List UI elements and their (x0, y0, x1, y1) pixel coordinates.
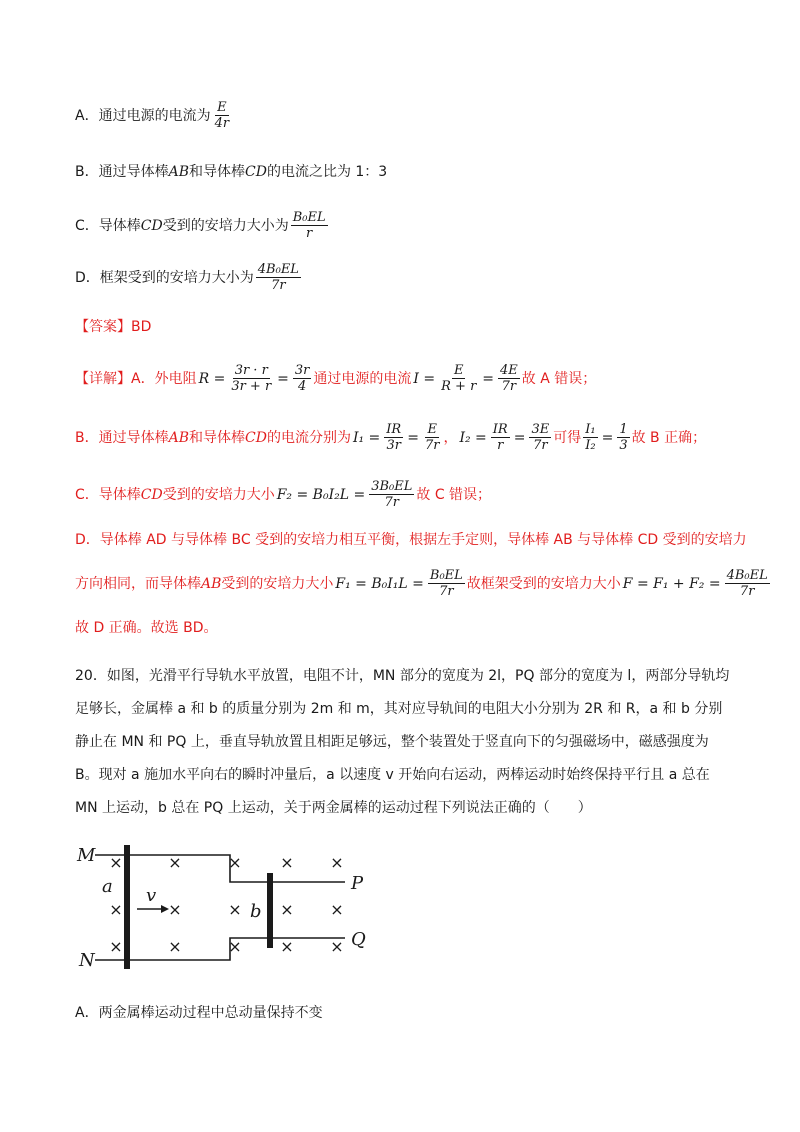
field-mark: × (280, 937, 294, 956)
label-v: v (146, 885, 157, 906)
explain-line-2 (75, 422, 706, 453)
frac-numerator: IR (492, 422, 508, 437)
frac-numerator: 1 (619, 422, 628, 437)
equals-sign: = (513, 429, 526, 446)
label-n: N (79, 950, 95, 971)
explain-ke: 可得 (553, 429, 582, 446)
rod-cd: CD (140, 217, 163, 234)
question-20: 20．如图，光滑平行导轨水平放置，电阻不计，MN 部分的宽度为 2l，PQ 部分的宽度为 l，两部分导轨均足够长，金属棒 a 和 b 的质量分别为 2m 和 m，其对应导轨间的电阻大小分别为 2R 和 R，a 和 b 分别静止在 MN 和 PQ 上，垂直导轨放置且相距足够远，整个装置处于竖直向下的匀强磁场中，磁感强度为 B。现对 a 施加水平向右的瞬时冲量后，a 以速度 v 开始向右运动，两棒运动时始终保持平行且 a 总在 MN 上运动，b 总在 PQ 上运动，关于两金属棒的运动过程下列说法正确的（ ） (75, 668, 730, 816)
frac-denominator: 3r (386, 438, 401, 453)
rod-b (267, 873, 273, 948)
explain-end: 故 C 错误； (416, 486, 492, 503)
explain-d2-mid: 受到的安培力大小 (221, 575, 334, 592)
frac-denominator: 7r (439, 584, 454, 599)
explain-d2-pre: 方向相同，而导体棒 (75, 575, 201, 592)
frac-numerator: B₀EL (429, 568, 463, 583)
field-mark: × (330, 900, 344, 919)
equals-sign: = (407, 429, 419, 446)
frac-numerator: 4B₀EL (726, 568, 768, 583)
equals-sign: = (601, 429, 614, 446)
fraction (491, 422, 510, 453)
fraction (617, 422, 629, 453)
option-d-text: D．框架受到的安培力大小为 (75, 269, 254, 286)
option-c (75, 210, 330, 241)
frac-denominator: I₂ (585, 438, 596, 453)
formula-i1: I₁ = (352, 429, 381, 446)
option-c-pre: C．导体棒 (75, 217, 141, 234)
field-mark: × (330, 853, 344, 872)
frac-numerator: B₀EL (292, 210, 326, 225)
rod-cd: CD (245, 429, 267, 446)
frac-denominator: 4r (214, 116, 230, 131)
option-b (75, 162, 387, 182)
frac-denominator: 3 (619, 438, 628, 453)
option-c-fraction (291, 210, 328, 241)
frac-numerator: 4E (500, 363, 518, 378)
formula-f1: F₁ = B₀I₁L = (335, 575, 424, 592)
q20-option-a-text: A．两金属棒运动过程中总动量保持不变 (75, 1005, 323, 1021)
fraction (498, 363, 520, 394)
fraction (384, 422, 403, 453)
explain-line-5 (75, 568, 772, 599)
formula-f2: F₂ = B₀I₂L = (276, 486, 366, 503)
field-mark: × (168, 900, 182, 919)
frac-denominator: 7r (501, 379, 517, 394)
frac-numerator: E (427, 422, 437, 437)
field-mark: × (109, 853, 123, 872)
field-mark: × (228, 937, 242, 956)
option-b-post: 的电流之比为 1：3 (266, 164, 388, 180)
rod-cd: CD (140, 486, 163, 503)
rod-ab: AB (201, 575, 222, 592)
frac-numerator: I₁ (585, 422, 596, 437)
explain-line-1 (75, 363, 596, 394)
option-d-fraction (256, 262, 301, 293)
fraction (529, 422, 551, 453)
comma: ， (443, 429, 458, 446)
explain-end: 故 B 正确； (631, 429, 707, 446)
frac-denominator: 4 (298, 379, 307, 394)
frac-denominator: 7r (533, 438, 548, 453)
option-b-pre: B．通过导体棒 (75, 164, 169, 180)
label-a: a (102, 876, 113, 897)
explain-line-3 (75, 479, 491, 510)
fraction (293, 363, 312, 394)
option-a (75, 100, 233, 131)
explain-b-mid: 和导体棒 (189, 429, 246, 446)
formula-i2: I₂ = (459, 429, 487, 446)
frac-denominator: 7r (424, 438, 440, 453)
q20-option-a (75, 1003, 323, 1023)
field-mark: × (109, 937, 123, 956)
label-q: Q (351, 929, 366, 950)
explain-mid: 通过电源的电流 (313, 370, 412, 387)
rod-cd: CD (245, 164, 267, 180)
field-mark: × (280, 900, 294, 919)
explain-line-6 (75, 618, 218, 638)
explain-conclusion: 故 D 正确。故选 BD。 (75, 620, 218, 636)
frac-denominator: R + r (441, 379, 477, 394)
rod-ab: AB (168, 164, 190, 180)
label-m: M (77, 845, 96, 866)
frac-numerator: 3r (294, 363, 310, 378)
answer-line (75, 317, 151, 337)
frac-denominator: 7r (271, 278, 286, 293)
label-p: P (351, 873, 364, 894)
explain-b-mid2: 的电流分别为 (266, 429, 351, 446)
frac-denominator: 7r (739, 584, 755, 599)
fraction (428, 568, 465, 599)
option-a-fraction (213, 100, 232, 131)
fraction (423, 422, 442, 453)
frac-numerator: E (217, 100, 227, 115)
fraction (229, 363, 273, 394)
fraction (583, 422, 597, 453)
rail-n (95, 938, 345, 960)
formula-f: F = F₁ + F₂ = (622, 575, 721, 592)
option-d (75, 262, 303, 293)
frac-denominator: r (306, 226, 313, 241)
field-mark: × (330, 937, 344, 956)
frac-denominator: 3r + r (231, 379, 272, 394)
frac-numerator: E (453, 363, 464, 378)
option-c-post: 受到的安培力大小为 (162, 217, 289, 234)
formula-r: R = (198, 370, 226, 387)
fraction (369, 479, 414, 510)
explain-a-pre: A．外电阻 (131, 370, 197, 387)
rail-diagram (75, 835, 395, 975)
equals-sign: = (482, 370, 495, 387)
explain-b-pre: B．通过导体棒 (75, 429, 169, 446)
frac-numerator: IR (386, 422, 402, 437)
option-b-mid: 和导体棒 (189, 164, 246, 180)
explain-c-pre: C．导体棒 (75, 486, 141, 503)
explain-line-4 (75, 530, 747, 550)
frac-denominator: r (497, 438, 504, 453)
rod-ab: AB (168, 429, 190, 446)
explain-d-text: D．导体棒 AD 与导体棒 BC 受到的安培力相互平衡，根据左手定则，导体棒 AB 与导体棒 CD 受到的安培力 (75, 532, 747, 548)
frac-numerator: 3E (531, 422, 550, 437)
fraction (439, 363, 478, 394)
field-mark: × (228, 900, 242, 919)
label-b: b (250, 901, 262, 922)
explain-d2-mid2: 故框架受到的安培力大小 (466, 575, 621, 592)
explain-tag: 【详解】 (75, 370, 131, 387)
equals-sign: = (277, 370, 289, 387)
explain-c-mid: 受到的安培力大小 (162, 486, 275, 503)
option-a-text: A．通过电源的电流为 (75, 107, 211, 124)
field-mark: × (280, 853, 294, 872)
formula-i: I = (413, 370, 436, 387)
rod-a (124, 845, 130, 969)
field-mark: × (228, 853, 242, 872)
answer-label: 【答案】BD (75, 319, 152, 335)
rail-m (95, 855, 345, 882)
frac-numerator: 4B₀EL (257, 262, 299, 277)
field-mark: × (168, 853, 182, 872)
frac-numerator: 3r · r (234, 363, 268, 378)
frac-denominator: 7r (384, 495, 400, 510)
frac-numerator: 3B₀EL (371, 479, 413, 494)
explain-end: 故 A 错误； (521, 370, 597, 387)
field-mark: × (109, 900, 123, 919)
fraction (725, 568, 770, 599)
field-mark: × (168, 937, 182, 956)
